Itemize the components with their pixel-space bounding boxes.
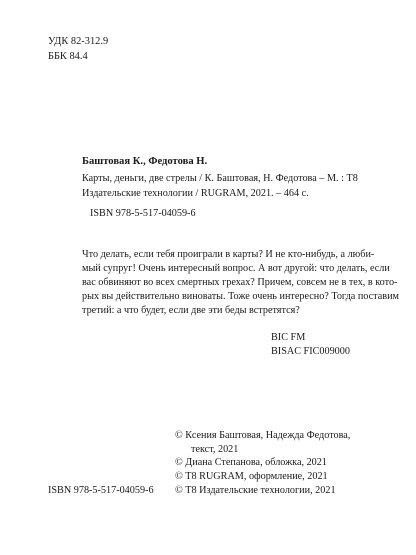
copyright-line: © Ксения Баштовая, Надежда Федотова, xyxy=(175,430,351,441)
bibliographic-line: Издательские технологии / RUGRAM, 2021. – 464 с. xyxy=(82,188,309,199)
bisac-code: BISAC FIC009000 xyxy=(271,346,350,357)
authors-heading: Баштовая К., Федотова Н. xyxy=(82,156,208,167)
abstract-line: Что делать, если тебя проиграли в карты? И не кто-нибудь, а люби- xyxy=(82,249,375,260)
isbn-main: ISBN 978-5-517-04059-6 xyxy=(90,208,196,219)
abstract-line: мый супруг! Очень интересный вопрос. А вот другой: что делать, если xyxy=(82,263,390,274)
copyright-line: © Диана Степанова, обложка, 2021 xyxy=(175,457,327,468)
copyright-line: © Т8 RUGRAM, оформление, 2021 xyxy=(175,471,328,482)
abstract-line: вас обвиняют во всех смертных грехах? Причем, совсем не в тех, в кото- xyxy=(82,277,398,288)
udk-code: УДК 82-312.9 xyxy=(48,36,109,47)
abstract-line: третий: а что будет, если две эти беды встретятся? xyxy=(82,305,300,316)
isbn-bottom: ISBN 978-5-517-04059-6 xyxy=(48,485,154,496)
copyright-line: текст, 2021 xyxy=(191,444,239,455)
copyright-line: © Т8 Издательские технологии, 2021 xyxy=(175,485,336,496)
abstract-line: рых вы действительно виноваты. Тоже очень интересно? Тогда поставим xyxy=(82,291,399,302)
bibliographic-line: Карты, деньги, две стрелы / К. Баштовая, Н. Федотова – М. : Т8 xyxy=(82,173,358,184)
bbk-code: ББК 84.4 xyxy=(48,51,88,62)
bic-code: BIC FM xyxy=(271,332,306,343)
